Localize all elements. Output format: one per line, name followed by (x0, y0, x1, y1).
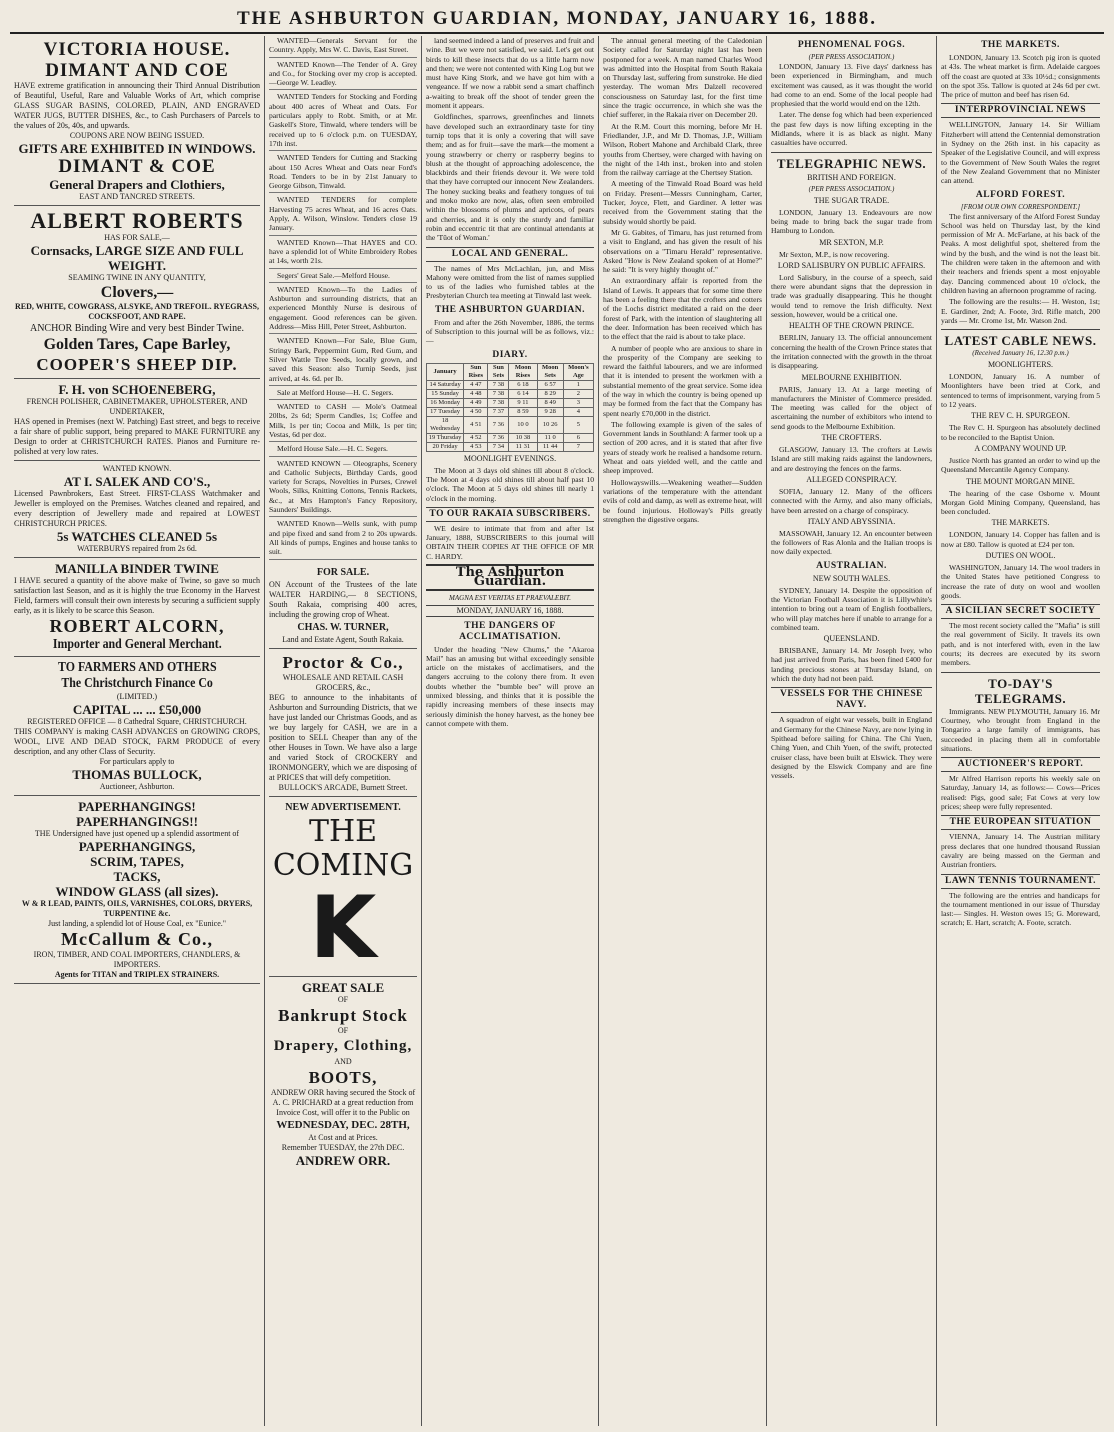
ad-text: IRON, TIMBER, AND COAL IMPORTERS, CHANDLERS, & IMPORTERS. (33, 950, 241, 969)
ad-heading: DIMANT AND COE (45, 60, 229, 81)
article-text: At the R.M. Court this morning, before Mr H. Friedlander, J.P., and Mr D. Thomas, J.P., William Wilson, Robert Mahone and Archibald Clark, three youths from Chertsey, were charged with having on the night of the 14th inst., broken into and stolen from the railway carriage at the Chertsey Station. (603, 121, 762, 178)
diary-cell: 6 (563, 433, 593, 442)
article-text: The annual general meeting of the Caledonian Society called for Saturday night last has been postponed for a week. A man named Charles Wood was admitted into the Hospital from South Rakaia on Thursday last, suffering from sunstroke. He died yesterday. The woman Mrs Dalzell recovered consciousness on Saturday last, for the first time since the tragic occurrence, in which she was the chief sufferer, in the Rakaia river on December 20. (603, 36, 762, 120)
wanted-ad: Sale at Melford House—H. C. Segers. (269, 388, 417, 400)
diary-cell: 4 (563, 407, 593, 416)
section-heading: A SICILIAN SECRET SOCIETY (941, 604, 1100, 619)
section-heading: MOONLIGHTERS. (987, 360, 1054, 370)
article-text: land seemed indeed a land of preserves and fruit and wine. But we were not satisfied, we said. Let's get out birds to kill these insects that do us a little harm now and then; we were not contented with King Log but we must have King Stork, and we have got him with a vengeance. If we now a rabbit send a smart chaffinch a-waiting to break off the shoot of tender green the moment it appears. (426, 36, 594, 111)
ad-heading: THE (308, 813, 378, 849)
ad-heading: COMING (272, 847, 414, 883)
ad-text: HAS FOR SALE,— (104, 233, 170, 242)
ad-text: W & R LEAD, PAINTS, OILS, VARNISHES, COLORS, DRYERS, TURPENTINE &c. (21, 899, 253, 918)
diary-cell: 8 49 (537, 398, 563, 407)
wanted-ad: WANTED Known—The Tender of A. Grey and Co., for Stocking over my crop is accepted.—George W. Leadley. (269, 60, 417, 91)
ad-text: AND (334, 1056, 352, 1066)
wanted-ad: WANTED TENDERS for complete Harvesting 75 acres Wheat, and 16 acres Oats. Apply, A. Wilson, Winslow. Tenders close 19 January. (269, 195, 417, 235)
diary-table (426, 363, 594, 452)
article-text: SOFIA, January 12. Many of the officers connected with the Army, and also many officials, have been arrested on a charge of conspiracy. (771, 486, 932, 515)
section-subheading: (PER PRESS ASSOCIATION.) (808, 53, 895, 61)
article-text: A number of people who are anxious to share in the prosperity of the Company are seeking to reward the faithful labourers, and we are informed that it is intended to present the workmen with a substantial memento of the great service. Some idea of the way in which the country is being opened up may be formed from the fact that the Company has spent nearly £70,000 in the district. (603, 343, 762, 418)
diary-column-header: Moon Sets (537, 363, 563, 380)
ad-salek (14, 461, 260, 558)
section-heading: LOCAL AND GENERAL. (426, 247, 594, 262)
ad-text: ANCHOR Binding Wire and very best Binder Twine. (29, 323, 245, 334)
ad-text: SCRIM, TAPES, (90, 854, 184, 869)
ad-text: CAPITAL ... ... £50,000 (72, 702, 202, 717)
wanted-ad: WANTED to CASH — Mole's Oatmeal 20lbs, 2s 6d; Sperm Candles, 1s; Coffee and Milk, 1s per tin; Cocoa and Milk, 1s per tin; Vestas, 6d per doz. (269, 402, 417, 442)
diary-cell: 4 49 (464, 398, 488, 407)
article-text: The Moon at 3 days old shines till about 8 o'clock. The Moon at 4 days old shines till about half past 10 o'clock. The Moon at 5 days old shines till nearly 1 o'clock in the morning. (426, 465, 594, 503)
section-heading: TO-DAY'S TELEGRAMS. (941, 672, 1100, 706)
section-subheading: (Received January 16, 12.30 p.m.) (972, 349, 1069, 358)
guardian-motto: MAGNA EST VERITAS ET PRAEVALEBIT. (449, 593, 571, 602)
diary-cell: 11 0 (537, 433, 563, 442)
section-heading: THE DANGERS OF ACCLIMATISATION. (459, 620, 561, 642)
article-text: The following are the results:— H. Weston, 1st; E. Gardiner, 2nd; A. Foote, 3rd. Rifle match, 200 yards — Mr. Crome 1st, Mr. Watson 2nd. (941, 297, 1100, 325)
diary-cell: 7 37 (488, 407, 509, 416)
ad-heading: ROBERT ALCORN, (49, 616, 225, 636)
diary-cell: 8 29 (537, 389, 563, 398)
article-text: Mr Alfred Harrison reports his weekly sale on Saturday, January 14, as follows:— Cows—Prices realised: Pigs, good sale; Fat Cows at very low prices; sheep were fully represented. (941, 774, 1100, 812)
column-1 (10, 36, 265, 1426)
ad-heading: NEW ADVERTISEMENT. (285, 801, 401, 813)
article-text: The first anniversary of the Alford Forest Sunday School was held on Thursday last, by the kind permission of Mr A. McFarlane, at his back of the Peaks. A most delightful spot, sheltered from the wind by the bush, and the wind is not the least bit. The children were taken in the afternoon and with their teachers and friends spent a most enjoyable day. Dancing commenced about 10 o'clock, the children having an afternoon programme of racing. (941, 211, 1100, 295)
section-heading: THE EUROPEAN SITUATION (941, 815, 1100, 830)
ad-text: COUPONS ARE NOW BEING ISSUED. (69, 131, 205, 140)
ad-text: (LIMITED.) (116, 692, 158, 701)
diary-header-row (427, 363, 594, 380)
masthead-title: THE ASHBURTON GUARDIAN, MONDAY, JANUARY 16, 1888. (237, 8, 877, 29)
diary-cell: 7 34 (488, 442, 509, 451)
article-text: Immigrants. NEW PLYMOUTH, January 16. Mr Courtney, who brought from England in the Tongariro a large family of immigrants, has succeeded in placing them all in comfortable situations. (941, 706, 1100, 753)
ad-heading: Bankrupt Stock (278, 1005, 408, 1025)
ad-coming (269, 797, 417, 977)
diary-column-header: Sun Sets (488, 363, 509, 380)
article-text: WASHINGTON, January 14. The wool traders in the United States have petitioned Congress to increase the rate of duty on wool and woollen goods. (941, 562, 1100, 600)
diary-row (427, 380, 594, 389)
section-subheading: [FROM OUR OWN CORRESPONDENT.] (960, 202, 1081, 211)
diary-cell: 10 26 (537, 416, 563, 433)
ad-heading: F. H. von SCHOENEBERG, (58, 382, 216, 397)
ad-text: EAST AND TANCRED STREETS. (79, 192, 195, 201)
article-text: SYDNEY, January 14. Despite the opposition of the Victorian Football Association it is Lillywhite's intention to bring out a team of English footballers, who will play matches here if unable to arrange for a combined team. (771, 585, 932, 632)
ad-text: HAVE extreme gratification in announcing their Third Annual Distribution of Beautiful, Useful, Rare and Valuable Works of Art, which comprise GLASS SUGAR BASINS, COLORED, PLAIN, AND ENGRAVED WATER JUGS, BUTTER DISHES, &c., to Cash Purchasers of Parcels to the values of 20s, 40s, and upwards. (14, 81, 260, 130)
ad-text: RED, WHITE, COWGRASS, ALSYKE, AND TREFOIL. RYEGRASS, COCKSFOOT, AND RAPE. (15, 302, 259, 321)
diary-column-header: Moon's Age (563, 363, 593, 380)
ad-text: At Cost and at Prices. (308, 1132, 378, 1142)
diary-row (427, 389, 594, 398)
section-heading: LORD SALISBURY ON PUBLIC AFFAIRS. (777, 260, 926, 270)
diary-row (427, 416, 594, 433)
wanted-ad: WANTED Known—To the Ladies of Ashburton and surrounding districts, that an experienced Monthly Nurse is desirous of engagement. Good references can be given. Address—Miss Hill, Peter Street, Ashburton. (269, 285, 417, 334)
section-heading: LAWN TENNIS TOURNAMENT. (941, 874, 1100, 889)
diary-cell: 14 Saturday (427, 380, 464, 389)
article-text: PARIS, January 13. At a large meeting of manufacturers the Minister of Commerce presided. The meeting was called for the object of ascertaining the number of exhibitors who intend to send goods to the Melbourne Exhibition. (771, 384, 932, 431)
section-heading: MELBOURNE EXHIBITION. (801, 372, 902, 382)
diary-column-header: Sun Rises (464, 363, 488, 380)
article-text: VIENNA, January 14. The Austrian military press declares that one hundred thousand Russian cavalry are being massed on the German and Austrian frontiers. (941, 832, 1100, 870)
ad-proctor (269, 649, 417, 797)
diary-body (427, 380, 594, 451)
ad-text: OF (337, 1025, 349, 1035)
section-heading: DUTIES ON WOOL. (985, 550, 1056, 560)
section-heading: PHENOMENAL FOGS. (797, 40, 906, 50)
ad-heading: PAPERHANGINGS, (78, 839, 196, 854)
ad-heading: THOMAS BULLOCK, (72, 767, 202, 782)
article-text: Mr Sexton, M.P., is now recovering. (779, 249, 890, 259)
wanted-ad: WANTED Known—That HAYES and CO. have a splendid lot of White Embroidery Robes at 14s, worth 21s. (269, 238, 417, 269)
wanted-ad: WANTED KNOWN — Oleographs, Scenery and Catholic Subjects, Birthday Cards, good variety for Scraps, Novelties in Purses, Crewel Wools, Silks, Knitting Cottons, Tennis Rackets, &c., at Mrs Hampton's Fancy Repository, Saunders' Buildings. (269, 459, 417, 518)
diary-cell: 8 59 (509, 407, 537, 416)
section-heading: THE CROFTERS. (821, 433, 882, 443)
ad-manilla (14, 558, 260, 657)
diary-cell: 4 53 (464, 442, 488, 451)
diary-cell: 6 57 (537, 380, 563, 389)
diary-cell: 4 50 (464, 407, 488, 416)
ad-text: WANTED KNOWN. (102, 464, 172, 473)
diary-cell: 15 Sunday (427, 389, 464, 398)
ad-text: FRENCH POLISHER, CABINETMAKER, UPHOLSTERER, AND UNDERTAKER, (26, 397, 248, 416)
ad-heading: PAPERHANGINGS! (78, 799, 196, 814)
article-text: The hearing of the case Osborne v. Mount Morgan Gold Mining Company, Queensland, has been concluded. (941, 488, 1100, 517)
ad-heading: PAPERHANGINGS!! (76, 814, 198, 829)
section-heading: ITALY AND ABYSSINIA. (807, 516, 896, 526)
ad-paperhangings (14, 796, 260, 984)
ad-heading: COOPER'S SHEEP DIP. (36, 355, 238, 374)
diary-cell: 4 51 (464, 416, 488, 433)
ad-text: WINDOW GLASS (all sizes). (55, 884, 219, 899)
column-5 (767, 36, 937, 1426)
section-heading: QUEENSLAND. (823, 634, 880, 644)
article-text: GLASGOW, January 13. The crofters at Lewis Island are still making raids against the landowners, and are destroying the fences on the farms. (771, 445, 932, 473)
article-text: The most recent society called the "Mafia" is still the real government of Sicily. It travels its own path, and is not interfered with, even in the law courts; its decrees are executed by its sworn members. (941, 621, 1100, 668)
diary-cell: 10 0 (509, 416, 537, 433)
ad-text: For particulars apply to (99, 757, 175, 766)
ad-heading: GREAT SALE (301, 979, 385, 995)
diary-cell: 16 Monday (427, 398, 464, 407)
article-text: Lord Salisbury, in the course of a speech, said there were abundant signs that the depression in trade was gradually disappearing. This he thought would tend to remove the Irish difficulty. Next session, however, would be a critical one. (771, 272, 932, 320)
diary-cell: 9 11 (509, 398, 537, 407)
diary-cell: 7 38 (488, 398, 509, 407)
diary-cell: 9 28 (537, 407, 563, 416)
article-text: BERLIN, January 13. The official announcement concerning the health of the Crown Prince states that the irritation connected with the growth in the throat is disappearing. (771, 333, 932, 371)
article-text: LONDON, January 13. Endeavours are now being made to bring back the sugar trade from Hamburg to London. (771, 207, 932, 236)
ad-heading: AT I. SALEK AND CO'S., (63, 474, 211, 489)
diary-cell: 7 (563, 442, 593, 451)
article-text: LONDON, January 16. A number of Moonlighters have been tried at Cork, and sentenced to terms of imprisonment, varying from 5 to 12 years. (941, 372, 1100, 410)
diary-cell: 18 Wednesday (427, 416, 464, 433)
ad-finance (14, 657, 260, 796)
diary-cell: 4 47 (464, 380, 488, 389)
ad-text: GIFTS ARE EXHIBITED IN WINDOWS. (18, 141, 256, 156)
diary-cell: 5 (563, 416, 593, 433)
section-heading: TO OUR RAKAIA SUBSCRIBERS. (426, 507, 594, 522)
section-heading: HEALTH OF THE CROWN PRINCE. (788, 321, 915, 331)
diary-cell: 17 Tuesday (427, 407, 464, 416)
section-heading: THE REV C. H. SPURGEON. (971, 411, 1070, 421)
diary-column-header: Moon Rises (509, 363, 537, 380)
ad-text: I HAVE secured a quantity of the above make of Twine, so gave so much satisfaction last Season, and as it is highly the true Economy in the Harvest Field, farmers will consult their own interests by securing a sufficient supply early, as it is likely to be scarce this Season. (14, 576, 260, 615)
column-2 (265, 36, 422, 1426)
diary-cell: 11 31 (509, 442, 537, 451)
diary-cell: 10 38 (509, 433, 537, 442)
article-text: The names of Mrs McLachlan, jun, and Miss Mahony were omitted from the list of names supplied to us of the ladies who furnished tables at the Presbyterian Church tea meeting at Tinwald last week. (426, 263, 594, 301)
section-heading: THE MOUNT MORGAN MINE. (966, 476, 1075, 486)
diary-row (427, 398, 594, 407)
diary-cell: 1 (563, 380, 593, 389)
diary-cell: 20 Friday (427, 442, 464, 451)
section-heading: MR SEXTON, M.P. (819, 237, 884, 247)
wanted-ad: Segers' Great Sale.—Melford House. (269, 271, 417, 283)
ad-text: ANDREW ORR having secured the Stock of A. C. PRICHARD at a great reduction from Invoice Cost, will offer it to the Public on (270, 1087, 416, 1117)
ad-text: HAS opened in Premises (next W. Patching) East street, and begs to receive a fair share of public support, being prepared to MAKE FURNITURE any Design to order at CHRISTCHURCH RATES. Pianos and Furniture re-polished at very low rates. (14, 417, 260, 456)
diary-cell: 11 44 (537, 442, 563, 451)
article-text: Goldfinches, sparrows, greenfinches and linnets have developed such an extraordinary taste for tiny turnip tops that it is only a covering that will save them; and as for fruit—save the mark—the moment a young strawberry or cherry or raspberry begins to blush at the thought of approaching adolescence, the blackbirds and their friends devour it. We were told that they have corrupted our innocent New Zealanders. The honey sucking beaks and feathery tongues of tui and moko moko are now, alas, often seen embroiled within the blossoms of plums and apricots, of pears and cherries, and it is only the sturdy and familiar robin and eccentric tit that are continual attendants at the 'Tūot of Woman.' (426, 112, 594, 243)
section-heading: ALLEGED CONSPIRACY. (806, 474, 897, 484)
article-text: Mr G. Gabites, of Timaru, has just returned from a visit to England, and has given the result of his observations on a "Timaru Herald" representative. Asked "How is New Zealand spoken of at Home?" he said: "It is very highly thought of." (603, 227, 762, 275)
article-text: The Rev C. H. Spurgeon has absolutely declined to be reconciled to the Baptist Union. (941, 423, 1100, 442)
ad-heading: TO FARMERS AND OTHERS (57, 660, 217, 675)
ad-heading: BOOTS, (308, 1067, 378, 1087)
section-heading: AUCTIONEER'S REPORT. (941, 757, 1100, 772)
column-3 (422, 36, 599, 1426)
article-text: A squadron of eight war vessels, built in England and Germany for the Chinese Navy, are now lying in Spithead before sailing for China. The Chi Yuen, Ching Yuen, and Chih Yuen, of the swift, protected cruiser class, have been built at Elswick. They were designed by the Elswick Company and are fine vessels. (771, 715, 932, 781)
ad-heading: WEDNESDAY, DEC. 28TH, (276, 1118, 410, 1131)
ad-heading: Drapery, Clothing, (273, 1037, 413, 1054)
ad-text: Auctioneer, Ashburton. (99, 782, 175, 791)
section-heading: THE ASHBURTON GUARDIAN. (434, 304, 586, 315)
section-heading: ALFORD FOREST. (975, 189, 1066, 200)
ad-text: Land and Estate Agent, South Rakaia. (282, 634, 404, 644)
ad-text: THE Undersigned have just opened up a splendid assortment of (34, 829, 240, 838)
diary-cell: 7 38 (488, 380, 509, 389)
diary-cell: 3 (563, 398, 593, 407)
article-text: Justice North has granted an order to wind up the Queensland Mercantile Agency Company. (941, 455, 1100, 475)
ad-text: REGISTERED OFFICE — 8 Cathedral Square, CHRISTCHURCH. (27, 717, 247, 726)
ad-text: Just landing, a splendid lot of House Coal, ex "Eunice." (47, 919, 227, 928)
article-text: WELLINGTON, January 14. Sir William Fitzherbert will attend the Centennial demonstration in Sydney on the 26th inst. in his capacity as Speaker of the Legislative Council, and will express to the Government of New South Wales the regret of the New Zealand Government that no Minister can attend. (941, 120, 1100, 186)
ad-heading: ANDREW ORR. (295, 1152, 391, 1168)
diary-cell: 6 14 (509, 389, 537, 398)
ad-text: Remember TUESDAY, the 27th DEC. (281, 1142, 405, 1152)
ad-text: ON Account of the Trustees of the late WALTER HARDING,— 8 SECTIONS, South Rakaia, comprising 400 acres, including the growing crop of Wheat. (269, 579, 417, 619)
ad-text: WATERBURYS repaired from 2s 6d. (77, 544, 197, 553)
article-text: MASSOWAH, January 12. An encounter between the followers of Ras Alonla and the Italian troops is now daily expected. (771, 528, 932, 557)
article-text: LONDON, January 13. Five days' darkness has been experienced in Birmingham, and much excitement was caused, as it was thought the world had come to an end. Some of the local people had prophesied that the world would end on the 12th. (771, 62, 932, 109)
guardian-date: MONDAY, JANUARY 16, 1888. (426, 605, 594, 617)
column-6 (937, 36, 1104, 1426)
ad-text: Licensed Pawnbrokers, East Street. FIRST-CLASS Watchmaker and Jeweller is employed on the Premises. Watches cleaned and repaired, and every description of Jewellery made and repaired at LOWEST CHRISTCHURCH PRICES. (14, 489, 260, 528)
wanted-ads (269, 36, 417, 560)
ad-heading: McCallum & Co., (61, 929, 213, 949)
section-heading: THE SUGAR TRADE. (813, 195, 890, 205)
section-heading: DIARY. (492, 349, 528, 360)
section-heading: THE MARKETS. (991, 518, 1050, 528)
section-heading: NEW SOUTH WALES. (812, 573, 891, 583)
section-heading: TELEGRAPHIC NEWS. (771, 152, 932, 171)
article-text: Hollowayswills.—Weakening weather—Sudden variations of the temperature with the attendant evils of cold and damp, as well as extreme heat, will be found injurious. Holloway's Pills greatly strengthen the digestive organs. (603, 477, 762, 524)
section-subheading: (PER PRESS ASSOCIATION.) (808, 184, 895, 193)
article-text: LONDON, January 14. Copper has fallen and is now at £80. Tallow is quoted at £24 per ton. (941, 530, 1100, 549)
article-text: From and after the 26th November, 1886, the terms of Subscription to this journal will be as follows, viz.:— (426, 317, 594, 346)
article-text: BRISBANE, January 14. Mr Joseph Ivey, who had just arrived from Paris, has been fined £400 for landing precious stones at Thursday Island, on which the duty had not been paid. (771, 646, 932, 684)
diary-cell: 7 38 (488, 389, 509, 398)
wanted-ad: WANTED Known—For Sale, Blue Gum, Stringy Bark, Peppermint Gum, Red Gum, and Silver Wattle Tree Seeds, locally grown, and saved this Season: also Turnip Seeds, just arrived, at 4s. 6d. per lb. (269, 336, 417, 385)
section-heading: INTERPROVINCIAL NEWS (941, 103, 1100, 118)
ad-text: BEG to announce to the inhabitants of Ashburton and Surrounding Districts, that we have just landed our Christmas Goods, and as we buy largely for CASH, we are in a position to SELL Cheaper than any of the other Houses in Town. We have also a large and varied Stock of CROCKERY and IRONMONGERY, which we are disposing of at PRICES that will defy competition. (269, 692, 417, 782)
diary-cell: 4 48 (464, 389, 488, 398)
ad-text: BULLOCK'S ARCADE, Burnett Street. (278, 782, 408, 792)
diary-column-header: January (427, 363, 464, 380)
ad-text: THIS COMPANY is making CASH ADVANCES on GROWING CROPS, WOOL, LIVE AND DEAD STOCK, FARM PRODUCE of every description, and any other Class of Security. (14, 727, 260, 756)
diary-cell: 7 36 (488, 416, 509, 433)
ad-text: TACKS, (113, 869, 161, 884)
wanted-ad: WANTED Tenders for Cutting and Stacking about 150 Acres Wheat and Oats near Ford's Road. Tenders to be in by 21st January to George Gibson, Tinwald. (269, 153, 417, 193)
article-text: LONDON, January 13. Scotch pig iron is quoted at 43s. The wheat market is firm. Adelaide cargoes off the coast are quoted at 33s 10½d.; consignments on the spot 35s. Tallow is quoted at 24s 6d per cwt. The price of mutton and beef has risen 6d. (941, 53, 1100, 100)
article-text: The following are the entries and handicaps for the tournament mentioned in our issue of Thursday last:— Singles. H. Weston owes 15; G. Moreward, scratch; E. Hart, scratch; A. Foote, scratch. (941, 890, 1100, 928)
article-text: WE desire to intimate that from and after 1st January, 1888, SUBSCRIBERS to this journal will OBTAIN THEIR COPIES AT THE OFFICE OF MR C. HARDY. (426, 523, 594, 561)
section-heading: VESSELS FOR THE CHINESE NAVY. (771, 687, 932, 713)
ad-text: Golden Tares, Cape Barley, (43, 336, 231, 353)
ad-text: General Drapers and Clothiers, (49, 177, 225, 192)
diary-cell: 2 (563, 389, 593, 398)
wanted-ad: WANTED—Generals Servant for the Country. Apply, Mrs W. C. Davis, East Street. (269, 36, 417, 58)
ad-heading: CHAS. W. TURNER, (297, 621, 389, 633)
ad-text: 5s WATCHES CLEANED 5s (56, 529, 218, 544)
diary-cell: 4 52 (464, 433, 488, 442)
ad-for-sale (269, 562, 417, 649)
diary-cell: 7 36 (488, 433, 509, 442)
section-heading: THE MARKETS. (981, 40, 1060, 50)
ad-heading: VICTORIA HOUSE. (43, 39, 231, 60)
article-text: Under the heading "New Chums," the "Akaroa Mail" has an amusing but withal exceedingly sensible article on the mistakes of acclimatisers, and the dangers accruing to the colony there from. It even doubts whether the "bumble bee" will prove an unmixed blessing, and thinks that it is possible the rapidly increasing members of these insects may seriously diminish the honey harvest, as the honey bee cannot compete with them. (426, 644, 594, 728)
ad-text: WHOLESALE AND RETAIL CASH GROCERS, &c., (282, 672, 404, 692)
article-text: The following example is given of the sales of Government lands in Southland: A farmer took up a section of 200 acres, and it is stated that after five years of steady work he realised a handsome return. Wheat and oats yielded well, and the cattle and sheep improved. (603, 419, 762, 476)
ad-text: Agents for TITAN and TRIPLEX STRAINERS. (54, 970, 220, 979)
guardian-masthead: The Ashburton Guardian. (426, 564, 594, 591)
masthead (10, 8, 1104, 34)
ad-schoeneberg (14, 379, 260, 461)
article-text: Later. The dense fog which had been experienced the past few days is now lifting excepting in the Midlands, where it is as black as night. Many casualties have occurred. (771, 110, 932, 148)
ad-heading: K (309, 877, 377, 978)
ad-heading: MANILLA BINDER TWINE (55, 561, 219, 576)
wanted-ad: WANTED Tenders for Stocking and Fording about 400 acres of Wheat and Oats. For particulars apply to Robt. Smith, or at Mr. Gaskell's Store, Tinwald, where tenders will be received up to 6 o'clock p.m. on TUESDAY, 17th inst. (269, 92, 417, 151)
section-subheading: BRITISH AND FOREIGN. (807, 172, 896, 182)
diary-row (427, 433, 594, 442)
wanted-ad: WANTED Known—Wells sunk, with pump and pipe fixed and sand from 2 to 20s upwards. All kinds of pumps, Engines and house tanks to suit. (269, 519, 417, 559)
ad-heading: Proctor & Co., (282, 652, 404, 672)
section-heading: LATEST CABLE NEWS. (941, 329, 1100, 348)
ad-bankrupt (269, 977, 417, 1171)
ad-heading: ALBERT ROBERTS (30, 208, 244, 233)
article-text: An extraordinary affair is reported from the Island of Lewis. It appears that for some time there has been a feeling there that the crofters and cotters of the Lochs district meditated a raid on the deer forest of Park, with the intention of slaughtering all the deer. Information has been received which has to the effect that the raid is about to take place. (603, 276, 762, 342)
diary-cell: 19 Thursday (427, 433, 464, 442)
ad-text: OF (337, 994, 349, 1004)
ad-albert-roberts (14, 206, 260, 379)
ad-victoria-house (14, 36, 260, 206)
ad-heading: The Christchurch Finance Co (61, 676, 213, 691)
ad-heading: DIMANT & COE (58, 156, 216, 177)
ad-heading: FOR SALE. (316, 566, 370, 578)
section-heading: A COMPANY WOUND UP. (974, 443, 1067, 453)
column-4 (599, 36, 767, 1426)
ad-text: SEAMING TWINE IN ANY QUANTITY, (68, 273, 206, 282)
article-text: A meeting of the Tinwald Road Board was held on Friday. Present—Messrs Cunningham, Carter, Tucker, Joyce, Flett, and Gardiner. A letter was received from the Government stating that the subsidy would shortly be paid. (603, 179, 762, 226)
columns (10, 36, 1104, 1426)
wanted-ad: Melford House Sale.—H. C. Segers. (269, 444, 417, 456)
diary-row (427, 407, 594, 416)
ad-text: Importer and General Merchant. (52, 637, 222, 652)
section-heading: MOONLIGHT EVENINGS. (463, 453, 557, 463)
section-heading: AUSTRALIAN. (816, 560, 887, 571)
diary-row (427, 442, 594, 451)
diary-cell: 6 18 (509, 380, 537, 389)
ad-text: Clovers,— (100, 284, 174, 301)
ad-text: Cornsacks, LARGE SIZE AND FULL WEIGHT. (30, 243, 244, 273)
